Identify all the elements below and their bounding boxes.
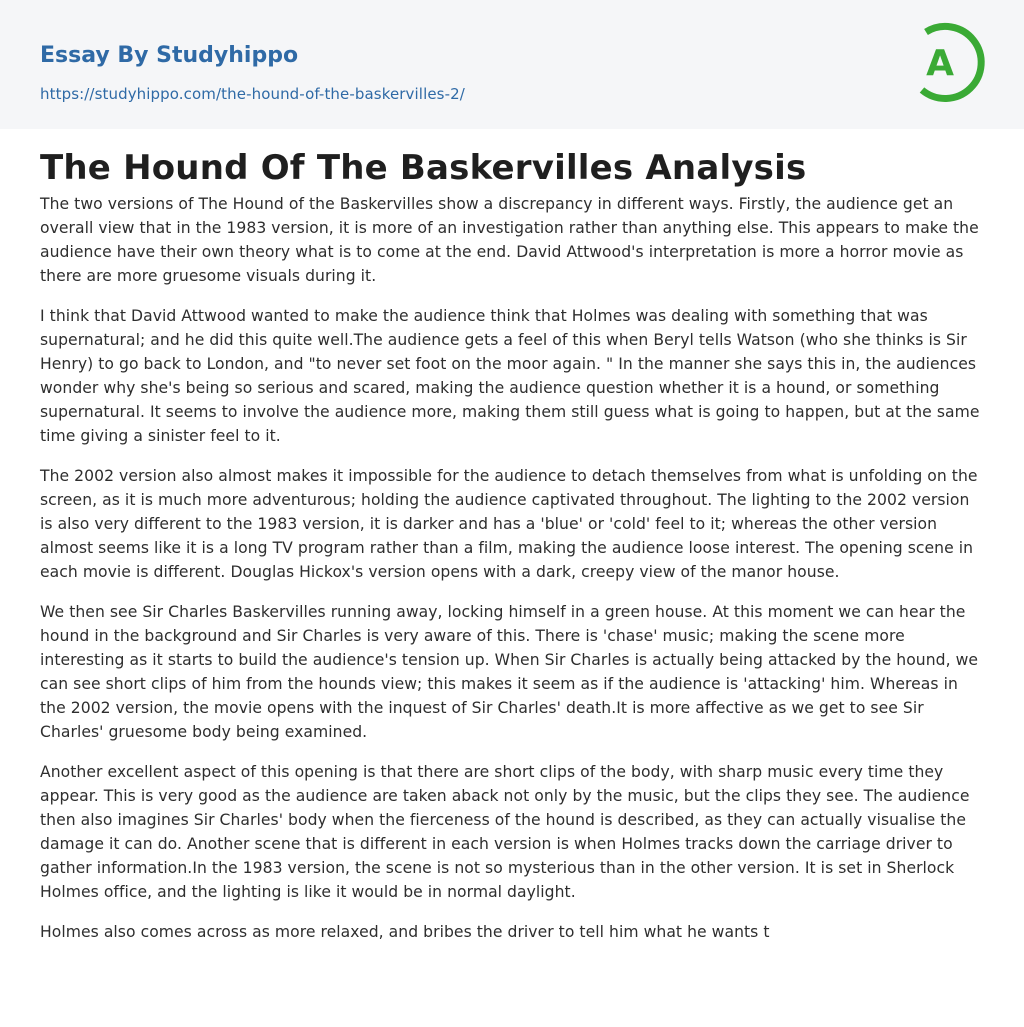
svg-text:A: A (926, 43, 954, 84)
paragraph-4: We then see Sir Charles Baskervilles running away, locking himself in a green house. At this moment we can hear the hound in the background and Sir Charles is very aware of this. There is 'chase' music; making the scene more interesting as it starts to build the audience's tension up. When Sir Charles is actually being attacked by the hound, we can see short clips of him from the hounds view; this makes it seem as if the audience is 'attacking' him. Whereas in the 2002 version, the movie opens with the inquest of Sir Charles' death.It is more affective as we get to see Sir Charles' gruesome body being examined. (40, 603, 979, 741)
paragraph-6: Holmes also comes across as more relaxed, and bribes the driver to tell him what he wants t (40, 923, 770, 941)
studyhippo-logo-icon[interactable] (910, 18, 988, 106)
page-title: The Hound Of The Baskervilles Analysis (40, 148, 807, 188)
paragraph-1: The two versions of The Hound of the Baskervilles show a discrepancy in different ways. Firstly, the audience get an overall view that in the 1983 version, it is more of an investigation rather than anything else. This appears to make the audience have their own theory what is to come at the end. David Attwood's interpretation is more a horror movie as there are more gruesome visuals during it. (40, 195, 979, 285)
article (0, 129, 1024, 944)
site-header (0, 0, 1024, 129)
brand-title[interactable]: Essay By Studyhippo (40, 43, 299, 68)
paragraph-2: I think that David Attwood wanted to make the audience think that Holmes was dealing with something that was supernatural; and he did this quite well.The audience gets a feel of this when Beryl tells Watson (who she thinks is Sir Henry) to go back to London, and "to never set foot on the moor again. " In the manner she says this in, the audiences wonder why she's being so serious and scared, making the audience question whether it is a hound, or something supernatural. It seems to involve the audience more, making them still guess what is going to happen, but at the same time giving a sinister feel to it. (40, 307, 980, 445)
source-url-link[interactable]: https://studyhippo.com/the-hound-of-the-baskervilles-2/ (40, 85, 465, 103)
paragraph-3: The 2002 version also almost makes it impossible for the audience to detach themselves from what is unfolding on the screen, as it is much more adventurous; holding the audience captivated throughout. The lighting to the 2002 version is also very different to the 1983 version, it is darker and has a 'blue' or 'cold' feel to it; whereas the other version almost seems like it is a long TV program rather than a film, making the audience loose interest. The opening scene in each movie is different. Douglas Hickox's version opens with a dark, creepy view of the manor house. (40, 467, 978, 581)
paragraph-5: Another excellent aspect of this opening is that there are short clips of the body, with sharp music every time they appear. This is very good as the audience are taken aback not only by the music, but the clips they see. The audience then also imagines Sir Charles' body when the fierceness of the hound is described, as they can actually visualise the damage it can do. Another scene that is different in each version is when Holmes tracks down the carriage driver to gather information.In the 1983 version, the scene is not so mysterious than in the other version. It is set in Sherlock Holmes office, and the lighting is like it would be in normal daylight. (40, 763, 970, 901)
